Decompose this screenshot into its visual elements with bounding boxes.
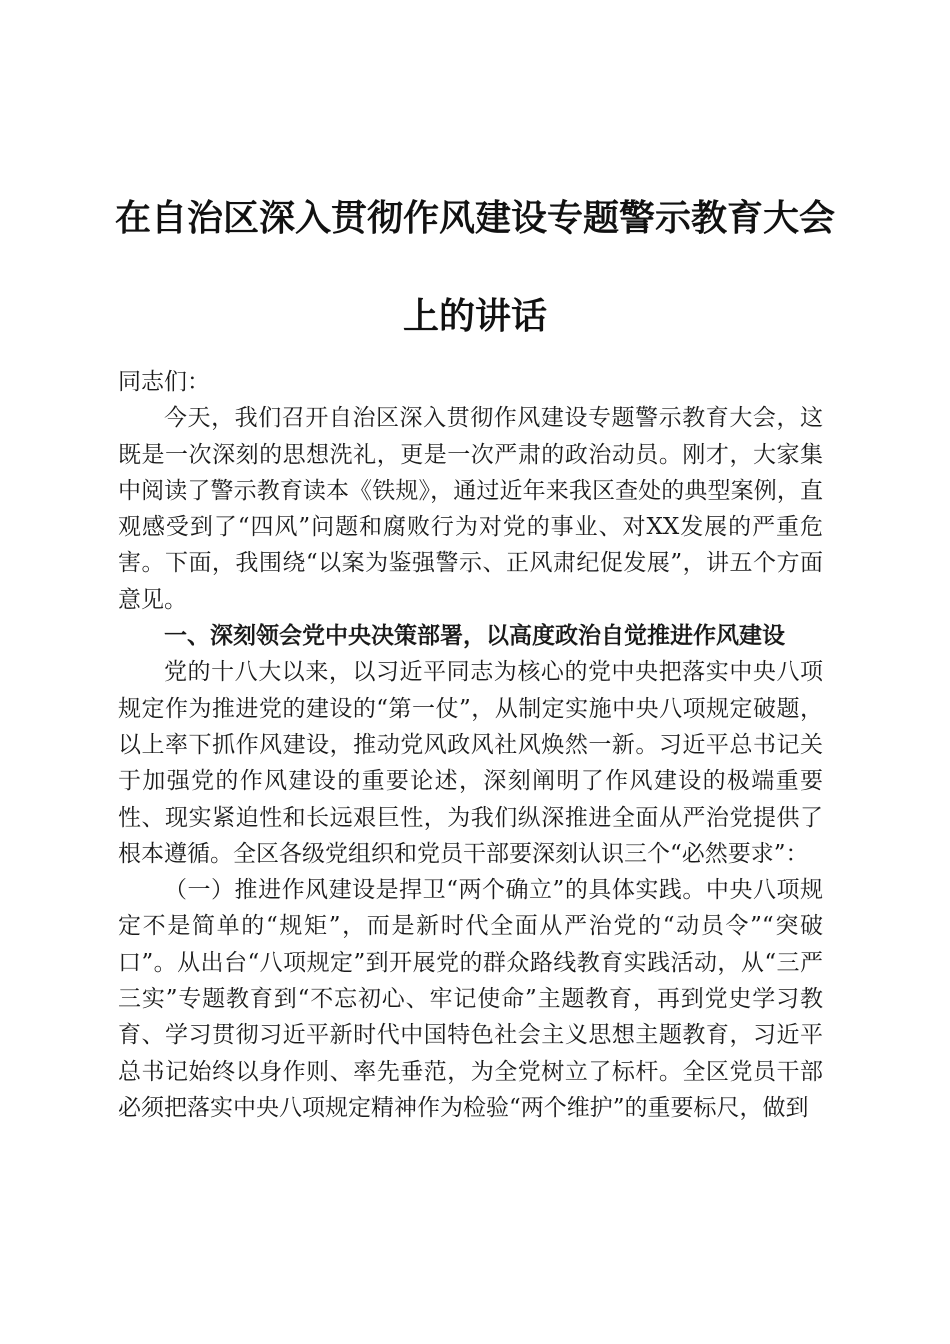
subsection-heading-1: （一）推进作风建设是捍卫“两个确立”的具体实践。 <box>164 877 706 904</box>
section-heading-1: 一、深刻领会党中央决策部署，以高度政治自觉推进作风建设 <box>164 623 785 650</box>
subsection-body-1: 中央八项规定不是简单的“规矩”，而是新时代全面从严治党的“动员令”“突破口”。从出台“八项规定”到开展党的群众路线教育实践活动，从“三严三实”专题教育到“不忘初心、牢记使命”主题教育，再到党史学习教育、学习贯彻习近平新时代中国特色社会主义思想主题教育，习近平总书记始终以身作则、率先垂范，为全党树立了标杆。全区党员干部必须把落实中央八项规定精神作为检验“两个维护”的重要标尺，做到 <box>118 877 823 1121</box>
document-body <box>118 364 823 1126</box>
subsection-paragraph-1 <box>118 872 823 1126</box>
paragraph-section-1: 党的十八大以来，以习近平同志为核心的党中央把落实中央八项规定作为推进党的建设的“第一仗”，从制定实施中央八项规定破题，以上率下抓作风建设，推动党风政风社风焕然一新。习近平总书记关于加强党的作风建设的重要论述，深刻阐明了作风建设的极端重要性、现实紧迫性和长远艰巨性，为我们纵深推进全面从严治党提供了根本遵循。全区各级党组织和党员干部要深刻认识三个“必然要求”： <box>118 659 823 867</box>
paragraph-intro: 今天，我们召开自治区深入贯彻作风建设专题警示教育大会，这既是一次深刻的思想洗礼，更是一次严肃的政治动员。刚才，大家集中阅读了警示教育读本《铁规》，通过近年来我区查处的典型案例，直观感受到了“四风”问题和腐败行为对党的事业、对XX发展的严重危害。下面，我围绕“以案为鉴强警示、正风肃纪促发展”，讲五个方面意见。 <box>118 405 823 613</box>
document-title <box>100 170 850 366</box>
greeting: 同志们： <box>118 369 210 395</box>
title-line-2: 上的讲话 <box>402 296 547 337</box>
title-line-1: 在自治区深入贯彻作风建设专题警示教育大会 <box>114 198 835 239</box>
